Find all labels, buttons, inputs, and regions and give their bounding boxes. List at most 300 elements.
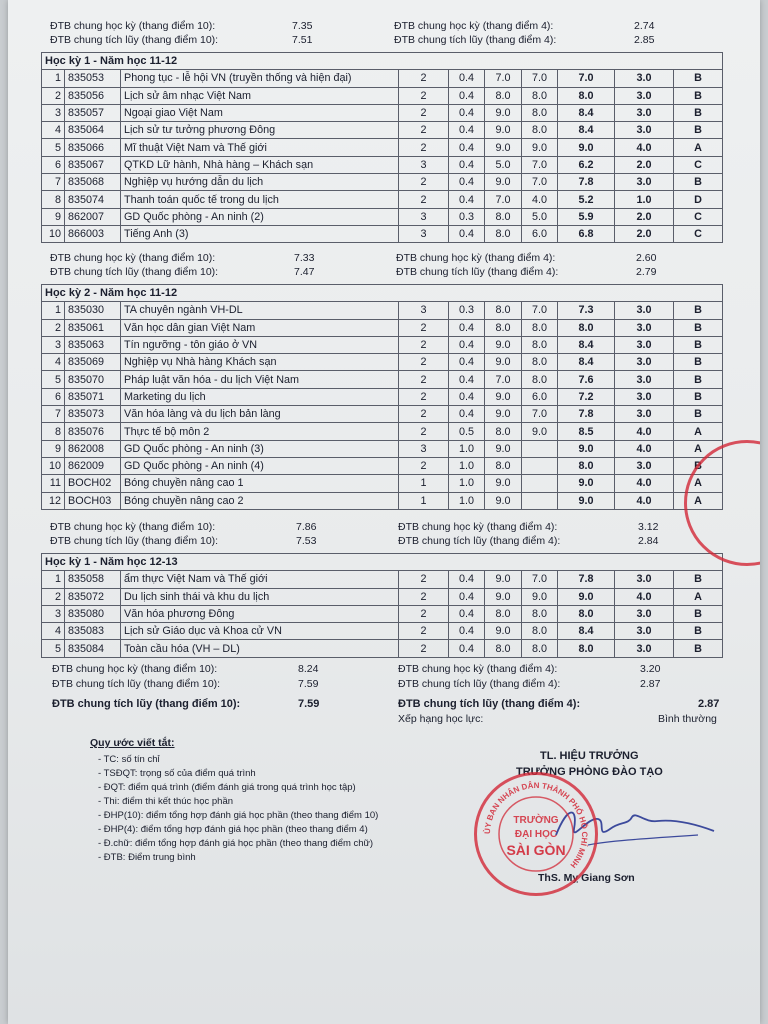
sem2-tl10-value: 7.53	[296, 535, 317, 547]
table-cell: 9	[42, 440, 65, 457]
table-cell: 0.4	[449, 225, 485, 242]
table-cell: Mĩ thuật Việt Nam và Thế giới	[121, 139, 399, 156]
table-cell: 0.4	[449, 139, 485, 156]
table-cell: 9.0	[485, 475, 522, 492]
table-cell: Toàn cầu hóa (VH – DL)	[121, 640, 399, 657]
table-cell: 5.0	[522, 208, 558, 225]
table-cell: TA chuyên ngành VH-DL	[121, 302, 399, 319]
table-cell: 835057	[65, 104, 121, 121]
table-cell: 11	[42, 475, 65, 492]
table-cell: 7.6	[558, 371, 615, 388]
table-cell: 5.2	[558, 191, 615, 208]
table-cell: 2	[399, 388, 449, 405]
table-cell	[522, 492, 558, 509]
table-cell: 6	[42, 388, 65, 405]
sem1-tl10-value: 7.47	[294, 266, 315, 278]
legend-item: - Thi: điểm thi kết thúc học phần	[98, 796, 234, 807]
sem1-hk4-label: ĐTB chung học kỳ (thang điểm 4):	[396, 252, 556, 264]
sem2-tl10-label: ĐTB chung tích lũy (thang điểm 10):	[50, 535, 219, 547]
table-cell: Thực tế bộ môn 2	[121, 423, 399, 440]
table-cell: 9.0	[485, 122, 522, 139]
semester-header-row	[42, 554, 723, 571]
table-cell: 7	[42, 406, 65, 423]
sem3-hk10-label: ĐTB chung học kỳ (thang điểm 10):	[52, 663, 218, 675]
sem2-hk10-label: ĐTB chung học kỳ (thang điểm 10):	[50, 521, 216, 533]
table-cell: 12	[42, 492, 65, 509]
sem3-hk4-value: 3.20	[640, 663, 661, 675]
table-cell: 9.0	[485, 174, 522, 191]
table-cell: 5.9	[558, 208, 615, 225]
table-cell: 835056	[65, 87, 121, 104]
table-cell: Bóng chuyền nâng cao 1	[121, 475, 399, 492]
table-cell: 4	[42, 623, 65, 640]
table-cell: 0.4	[449, 156, 485, 173]
table-cell: 3	[399, 156, 449, 173]
signature-title: TL. HIỆU TRƯỞNG	[540, 750, 639, 762]
table-cell: 9.0	[558, 475, 615, 492]
sem1-tl4-value: 2.79	[636, 266, 657, 278]
table-row	[42, 406, 723, 423]
table-cell: Ngoại giao Việt Nam	[121, 104, 399, 121]
table-cell: 3.0	[615, 302, 674, 319]
table-row	[42, 70, 723, 87]
sem3-tl4-value: 2.87	[640, 678, 661, 690]
table-cell: 3	[399, 208, 449, 225]
table-cell: 9.0	[522, 139, 558, 156]
table-cell: 2	[42, 319, 65, 336]
semester-header-row	[42, 53, 723, 70]
semester-table-3	[41, 553, 723, 658]
table-cell: 7.0	[485, 191, 522, 208]
table-cell: 7.0	[522, 174, 558, 191]
table-cell: 2	[399, 319, 449, 336]
top-summary-hk4-label: ĐTB chung học kỳ (thang điểm 4):	[394, 20, 554, 32]
table-cell: B	[674, 122, 723, 139]
legend-item: - ĐHP(10): điểm tổng hợp đánh giá học phần (theo thang điểm 10)	[98, 810, 379, 821]
table-cell: 2	[399, 122, 449, 139]
table-cell: ẩm thực Việt Nam và Thế giới	[121, 571, 399, 588]
table-cell: C	[674, 208, 723, 225]
table-cell	[522, 440, 558, 457]
table-cell: GD Quốc phòng - An ninh (2)	[121, 208, 399, 225]
sem1-hk10-value: 7.33	[294, 252, 315, 264]
table-cell: 7.3	[558, 302, 615, 319]
table-cell: 835080	[65, 605, 121, 622]
legend-item: - ĐTB: Điểm trung bình	[98, 852, 196, 863]
table-cell: 9.0	[485, 588, 522, 605]
table-cell: 2	[399, 623, 449, 640]
table-cell: C	[674, 156, 723, 173]
transcript-page	[8, 0, 760, 1024]
table-cell: 3.0	[615, 457, 674, 474]
table-cell: 7.2	[558, 388, 615, 405]
sem3-hk10-value: 8.24	[298, 663, 319, 675]
final-tl4-label: ĐTB chung tích lũy (thang điểm 4):	[398, 698, 581, 710]
table-cell: A	[674, 440, 723, 457]
table-cell: 0.4	[449, 640, 485, 657]
table-cell: 9.0	[558, 440, 615, 457]
table-cell: B	[674, 388, 723, 405]
table-cell: Văn hóa phương Đông	[121, 605, 399, 622]
table-cell: 2	[399, 406, 449, 423]
table-cell: 835076	[65, 423, 121, 440]
table-cell: 6.0	[522, 388, 558, 405]
table-cell: B	[674, 104, 723, 121]
table-cell: 2	[399, 174, 449, 191]
table-cell: 835071	[65, 388, 121, 405]
table-cell: 3.0	[615, 87, 674, 104]
table-cell: 3	[42, 104, 65, 121]
table-cell: 8.0	[558, 640, 615, 657]
table-cell: 8.0	[522, 640, 558, 657]
table-cell: 835053	[65, 70, 121, 87]
table-cell: 3	[399, 225, 449, 242]
top-summary-tl10-value: 7.51	[292, 34, 313, 46]
table-cell: 835074	[65, 191, 121, 208]
seal-center-3: SÀI GÒN	[506, 842, 566, 858]
table-cell: 862008	[65, 440, 121, 457]
table-cell: 2.0	[615, 208, 674, 225]
table-cell: 7.8	[558, 174, 615, 191]
table-cell: BOCH03	[65, 492, 121, 509]
table-cell: GD Quốc phòng - An ninh (3)	[121, 440, 399, 457]
table-cell: 8.0	[522, 605, 558, 622]
table-cell: 8.0	[485, 208, 522, 225]
table-row	[42, 156, 723, 173]
table-cell: 3.0	[615, 623, 674, 640]
table-cell: 1	[42, 571, 65, 588]
table-cell: 835030	[65, 302, 121, 319]
table-cell: 2	[399, 423, 449, 440]
table-row	[42, 354, 723, 371]
table-cell: 8.4	[558, 122, 615, 139]
table-cell: 0.4	[449, 104, 485, 121]
table-cell: C	[674, 225, 723, 242]
table-cell: 2	[399, 87, 449, 104]
table-cell: 8.4	[558, 336, 615, 353]
table-cell: 8.0	[522, 122, 558, 139]
signatory-name: ThS. Mỵ Giang Sơn	[538, 872, 635, 884]
table-cell: 835067	[65, 156, 121, 173]
sem2-hk4-value: 3.12	[638, 521, 659, 533]
table-cell: 866003	[65, 225, 121, 242]
table-cell: 1	[399, 475, 449, 492]
table-cell: D	[674, 191, 723, 208]
table-cell: B	[674, 571, 723, 588]
table-cell: 2	[42, 588, 65, 605]
table-cell: A	[674, 588, 723, 605]
table-cell: 7	[42, 174, 65, 191]
table-cell: 8.0	[558, 87, 615, 104]
table-cell: 1.0	[449, 492, 485, 509]
table-cell: 0.4	[449, 191, 485, 208]
table-cell: 9.0	[485, 571, 522, 588]
table-cell: B	[674, 87, 723, 104]
table-cell: 4.0	[522, 191, 558, 208]
table-cell: 8.0	[522, 354, 558, 371]
table-cell: 3.0	[615, 122, 674, 139]
table-row	[42, 87, 723, 104]
sem1-hk10-label: ĐTB chung học kỳ (thang điểm 10):	[50, 252, 216, 264]
table-cell: GD Quốc phòng - An ninh (4)	[121, 457, 399, 474]
table-cell: 7.0	[485, 371, 522, 388]
table-row	[42, 225, 723, 242]
table-cell: 6.8	[558, 225, 615, 242]
table-cell: 9.0	[485, 354, 522, 371]
table-cell: 3.0	[615, 406, 674, 423]
table-cell: 3	[42, 605, 65, 622]
table-cell: 5	[42, 139, 65, 156]
table-cell: 2	[399, 371, 449, 388]
table-row	[42, 122, 723, 139]
table-cell: 1.0	[615, 191, 674, 208]
table-row	[42, 371, 723, 388]
table-cell: 7.0	[522, 302, 558, 319]
table-cell: Văn học dân gian Việt Nam	[121, 319, 399, 336]
table-cell: QTKD Lữ hành, Nhà hàng – Khách sạn	[121, 156, 399, 173]
table-cell: 835084	[65, 640, 121, 657]
table-cell: 0.4	[449, 588, 485, 605]
sem1-tl10-label: ĐTB chung tích lũy (thang điểm 10):	[50, 266, 219, 278]
table-cell: 9	[42, 208, 65, 225]
table-cell: 2.0	[615, 156, 674, 173]
table-cell	[522, 457, 558, 474]
table-cell: 6.0	[522, 225, 558, 242]
sem3-tl4-label: ĐTB chung tích lũy (thang điểm 4):	[398, 678, 561, 690]
table-cell: 9.0	[485, 139, 522, 156]
table-cell: Bóng chuyền nâng cao 2	[121, 492, 399, 509]
table-cell: 1.0	[449, 440, 485, 457]
table-cell: 9.0	[485, 406, 522, 423]
table-row	[42, 208, 723, 225]
table-cell: 0.4	[449, 336, 485, 353]
table-cell: Văn hóa làng và du lịch bản làng	[121, 406, 399, 423]
table-cell: 8.0	[522, 336, 558, 353]
table-cell: 835070	[65, 371, 121, 388]
table-cell: 9.0	[485, 104, 522, 121]
table-cell: 0.4	[449, 87, 485, 104]
table-row	[42, 475, 723, 492]
table-cell: Lịch sử Giáo dục và Khoa cử VN	[121, 623, 399, 640]
sem2-tl4-label: ĐTB chung tích lũy (thang điểm 4):	[398, 535, 561, 547]
table-row	[42, 588, 723, 605]
table-cell: 2	[399, 336, 449, 353]
table-cell: 9.0	[522, 588, 558, 605]
table-cell: 2	[399, 104, 449, 121]
signature-office: TRƯỞNG PHÒNG ĐÀO TẠO	[516, 766, 663, 778]
top-summary-hk10-label: ĐTB chung học kỳ (thang điểm 10):	[50, 20, 216, 32]
table-cell: 0.4	[449, 174, 485, 191]
table-cell: B	[674, 406, 723, 423]
legend-item: - ĐQT: điểm quá trình (điểm đánh giá trong quá trình học tập)	[98, 782, 356, 793]
table-cell: 835069	[65, 354, 121, 371]
table-row	[42, 302, 723, 319]
top-summary-tl4-value: 2.85	[634, 34, 655, 46]
seal-center-1: TRƯỜNG	[513, 815, 559, 826]
table-cell: 7.0	[485, 70, 522, 87]
table-cell: 2	[42, 87, 65, 104]
semester-title: Học kỳ 2 - Năm học 11-12	[42, 285, 723, 302]
table-cell: 9.0	[558, 492, 615, 509]
table-cell: 8.5	[558, 423, 615, 440]
table-cell: 4.0	[615, 440, 674, 457]
table-cell: 3	[42, 336, 65, 353]
semester-table-1	[41, 52, 723, 243]
table-row	[42, 492, 723, 509]
table-cell: 0.4	[449, 319, 485, 336]
table-cell: 7.0	[558, 70, 615, 87]
table-cell: Du lịch sinh thái và khu du lịch	[121, 588, 399, 605]
table-cell: 3	[399, 440, 449, 457]
legend-item: - TC: số tín chỉ	[98, 754, 160, 765]
table-cell: Tiếng Anh (3)	[121, 225, 399, 242]
table-cell: 0.4	[449, 122, 485, 139]
table-cell: 862007	[65, 208, 121, 225]
table-cell: 8.0	[558, 457, 615, 474]
table-cell: B	[674, 623, 723, 640]
table-row	[42, 423, 723, 440]
table-cell: 9.0	[485, 388, 522, 405]
table-cell: 3.0	[615, 336, 674, 353]
table-cell: 8.0	[485, 302, 522, 319]
table-cell: 0.3	[449, 302, 485, 319]
table-cell: 8	[42, 423, 65, 440]
final-tl4-value: 2.87	[698, 698, 720, 710]
top-summary-hk4-value: 2.74	[634, 20, 655, 32]
table-cell: 0.4	[449, 70, 485, 87]
table-cell: Phong tục - lễ hội VN (truyền thống và hiện đại)	[121, 70, 399, 87]
table-cell: 7.8	[558, 406, 615, 423]
table-cell: 0.3	[449, 208, 485, 225]
table-cell: 2	[399, 70, 449, 87]
legend-item: - Đ.chữ: điểm tổng hợp đánh giá học phần (theo thang điểm chữ)	[98, 838, 374, 849]
table-cell: 9.0	[558, 588, 615, 605]
sem2-hk10-value: 7.86	[296, 521, 317, 533]
table-cell: 1	[42, 302, 65, 319]
table-cell: 3.0	[615, 605, 674, 622]
table-cell: 2	[399, 457, 449, 474]
table-cell: 8.0	[485, 605, 522, 622]
table-cell: 8.0	[522, 87, 558, 104]
table-cell: B	[674, 371, 723, 388]
table-cell: 8.0	[485, 225, 522, 242]
seal-icon	[477, 775, 595, 893]
table-row	[42, 191, 723, 208]
semester-header-row	[42, 285, 723, 302]
table-cell: 0.4	[449, 623, 485, 640]
top-summary-tl4-label: ĐTB chung tích lũy (thang điểm 4):	[394, 34, 557, 46]
table-cell: 6.2	[558, 156, 615, 173]
table-cell: 3.0	[615, 174, 674, 191]
table-cell: B	[674, 319, 723, 336]
table-cell: 3.0	[615, 104, 674, 121]
semester-title: Học kỳ 1 - Năm học 11-12	[42, 53, 723, 70]
table-cell: 7.0	[522, 406, 558, 423]
table-row	[42, 388, 723, 405]
final-tl10-label: ĐTB chung tích lũy (thang điểm 10):	[52, 698, 241, 710]
table-cell: 0.4	[449, 371, 485, 388]
table-cell: 2	[399, 139, 449, 156]
table-cell: 1	[399, 492, 449, 509]
table-cell: 1	[42, 70, 65, 87]
table-cell: 9.0	[522, 423, 558, 440]
table-cell: 835068	[65, 174, 121, 191]
table-cell: 835064	[65, 122, 121, 139]
table-row	[42, 174, 723, 191]
table-cell: 4.0	[615, 492, 674, 509]
table-cell: 1.0	[449, 457, 485, 474]
table-cell: 8.0	[522, 104, 558, 121]
table-cell: B	[674, 640, 723, 657]
table-row	[42, 440, 723, 457]
table-row	[42, 457, 723, 474]
table-cell: 8.4	[558, 623, 615, 640]
table-row	[42, 104, 723, 121]
top-summary-hk10-value: 7.35	[292, 20, 313, 32]
table-cell: A	[674, 492, 723, 509]
table-cell: 835072	[65, 588, 121, 605]
table-cell: 0.5	[449, 423, 485, 440]
table-cell: A	[674, 475, 723, 492]
table-cell: 0.4	[449, 571, 485, 588]
sem2-hk4-label: ĐTB chung học kỳ (thang điểm 4):	[398, 521, 558, 533]
table-cell: 3.0	[615, 319, 674, 336]
table-cell: 9.0	[485, 440, 522, 457]
table-cell: 2	[399, 588, 449, 605]
table-cell: 835083	[65, 623, 121, 640]
table-cell: Marketing du lịch	[121, 388, 399, 405]
final-tl10-value: 7.59	[298, 698, 320, 710]
table-cell: 9.0	[485, 492, 522, 509]
table-cell: Thanh toán quốc tế trong du lịch	[121, 191, 399, 208]
sem2-tl4-value: 2.84	[638, 535, 659, 547]
table-cell: 8	[42, 191, 65, 208]
top-summary-tl10-label: ĐTB chung tích lũy (thang điểm 10):	[50, 34, 219, 46]
table-cell: 8.4	[558, 354, 615, 371]
table-cell: Pháp luật văn hóa - du lịch Việt Nam	[121, 371, 399, 388]
table-cell: 1.0	[449, 475, 485, 492]
table-cell: B	[674, 174, 723, 191]
sem3-tl10-value: 7.59	[298, 678, 319, 690]
table-cell: 7.8	[558, 571, 615, 588]
semester-table-2	[41, 284, 723, 510]
table-cell: Nghiệp vụ hướng dẫn du lịch	[121, 174, 399, 191]
table-cell: 3	[399, 302, 449, 319]
sem3-tl10-label: ĐTB chung tích lũy (thang điểm 10):	[52, 678, 221, 690]
table-cell: 5	[42, 640, 65, 657]
table-row	[42, 605, 723, 622]
table-cell: 2	[399, 191, 449, 208]
table-cell: A	[674, 423, 723, 440]
table-cell: 7.0	[522, 571, 558, 588]
table-cell: A	[674, 139, 723, 156]
table-cell: 4.0	[615, 588, 674, 605]
table-cell: 835066	[65, 139, 121, 156]
table-cell: 4.0	[615, 423, 674, 440]
legend-item: - TSĐQT: trọng số của điểm quá trình	[98, 768, 256, 779]
table-cell: 4	[42, 354, 65, 371]
semester-title: Học kỳ 1 - Năm học 12-13	[42, 554, 723, 571]
table-row	[42, 139, 723, 156]
table-cell	[522, 475, 558, 492]
rank-value: Bình thường	[658, 713, 717, 725]
table-cell: 0.4	[449, 605, 485, 622]
table-row	[42, 640, 723, 657]
table-cell: 8.0	[485, 423, 522, 440]
table-cell: 3.0	[615, 571, 674, 588]
table-cell: 9.0	[558, 139, 615, 156]
table-cell: 7.0	[522, 156, 558, 173]
